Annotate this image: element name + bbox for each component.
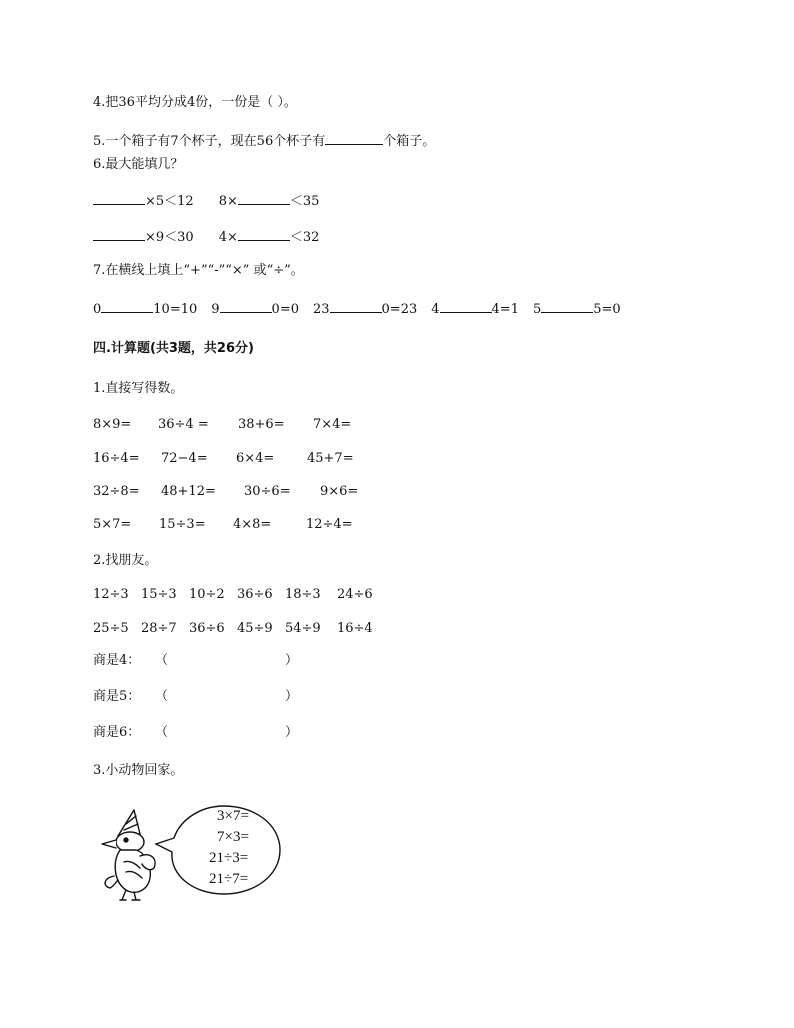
- friend-row: [93, 620, 373, 638]
- quotient-answer: [93, 688, 298, 706]
- calc-row: [93, 483, 358, 501]
- answer-blank[interactable]: [330, 300, 382, 313]
- expr-text: 4: [431, 302, 440, 317]
- bubble-equation: 7×3=: [217, 829, 249, 845]
- friend-item: 36÷6: [237, 587, 273, 602]
- friend-item: 12÷3: [93, 587, 129, 602]
- calc-item: 36÷4 =: [158, 417, 209, 432]
- expr-text: 5: [532, 302, 542, 317]
- friend-item: 15÷3: [141, 587, 177, 602]
- answer-blank[interactable]: [101, 300, 153, 313]
- quotient-label: 商是5：: [93, 689, 141, 704]
- bubble-equation: 21÷7=: [209, 871, 249, 887]
- expr-text: 23: [312, 302, 330, 317]
- paren-open[interactable]: （: [155, 653, 169, 668]
- expr-text: 5=0: [593, 302, 621, 317]
- question-6-row-1: [93, 192, 319, 211]
- question-5-text: 5.一个箱子有7个杯子，现在56个杯子有: [93, 134, 326, 149]
- expr-text: ＜35: [289, 194, 320, 209]
- answer-blank[interactable]: [440, 300, 492, 313]
- answer-blank[interactable]: [238, 192, 290, 205]
- expr-text: 4×: [218, 230, 238, 245]
- answer-blank[interactable]: [541, 300, 593, 313]
- answer-blank[interactable]: [93, 192, 145, 205]
- calc-item: 5×7=: [93, 517, 132, 532]
- expr-text: 0=23: [381, 302, 418, 317]
- calc-item: 7×4=: [313, 417, 352, 432]
- friend-item: 36÷6: [189, 621, 225, 636]
- friend-item: 16÷4: [337, 621, 373, 636]
- friend-row: [93, 586, 373, 604]
- answer-blank[interactable]: [220, 300, 272, 313]
- friend-item: 54÷9: [285, 621, 321, 636]
- answer-blank[interactable]: [238, 228, 290, 241]
- calc-item: 30÷6=: [244, 484, 291, 499]
- question-6-row-2: [93, 228, 319, 247]
- bubble-equation: 3×7=: [217, 808, 249, 824]
- calc-row: [93, 516, 353, 534]
- calc-item: 16÷4=: [93, 451, 140, 466]
- question-4: 4.把36平均分成4份，一份是（ ）。: [93, 95, 297, 110]
- paren-close: ）: [285, 725, 299, 740]
- question-7-title: 7.在横线上填上“+”“-”“×” 或“÷”。: [93, 263, 304, 278]
- calc-2-title: 2.找朋友。: [93, 553, 158, 568]
- expr-text: 8×: [218, 194, 238, 209]
- calc-item: 15÷3=: [159, 517, 206, 532]
- calc-item: 4×8=: [233, 517, 272, 532]
- calc-item: 9×6=: [320, 484, 359, 499]
- friend-item: 10÷2: [189, 587, 225, 602]
- section-heading: 四.计算题(共3题，共26分): [93, 341, 254, 356]
- friend-item: 18÷3: [285, 587, 321, 602]
- question-5-tail: 个箱子。: [383, 134, 436, 149]
- expr-text: 10=10: [153, 302, 198, 317]
- paren-open[interactable]: （: [155, 725, 169, 740]
- quotient-label: 商是6：: [93, 725, 141, 740]
- calc-item: 48+12=: [161, 484, 216, 499]
- paren-close: ）: [285, 653, 299, 668]
- calc-item: 6×4=: [236, 451, 275, 466]
- answer-blank[interactable]: [325, 132, 383, 145]
- quotient-answer: [93, 652, 298, 670]
- question-5: [93, 132, 435, 151]
- calc-item: 45+7=: [307, 451, 354, 466]
- friend-item: 24÷6: [337, 587, 373, 602]
- expr-text: 9: [211, 302, 220, 317]
- expr-text: ＜32: [289, 230, 320, 245]
- quotient-label: 商是4：: [93, 653, 141, 668]
- calc-item: 8×9=: [93, 417, 132, 432]
- calc-1-title: 1.直接写得数。: [93, 381, 184, 396]
- calc-item: 32÷8=: [93, 484, 140, 499]
- calc-row: [93, 450, 354, 468]
- bubble-equation: 21÷3=: [209, 850, 249, 866]
- calc-3-title: 3.小动物回家。: [93, 763, 184, 778]
- expr-text: ×9＜30: [145, 230, 194, 245]
- bubble-equations: [203, 806, 249, 890]
- calc-row: [93, 416, 351, 434]
- question-6-title: 6.最大能填几？: [93, 157, 184, 172]
- friend-item: 28÷7: [141, 621, 177, 636]
- question-7-row: [93, 300, 621, 319]
- paren-open[interactable]: （: [155, 689, 169, 704]
- calc-item: 12÷4=: [306, 517, 353, 532]
- friend-item: 25÷5: [93, 621, 129, 636]
- expr-text: 4=1: [491, 302, 519, 317]
- friend-item: 45÷9: [237, 621, 273, 636]
- expr-text: 0=0: [271, 302, 299, 317]
- calc-item: 72−4=: [161, 451, 208, 466]
- expr-text: ×5＜12: [145, 194, 194, 209]
- quotient-answer: [93, 724, 298, 742]
- calc-item: 38+6=: [238, 417, 285, 432]
- paren-close: ）: [285, 689, 299, 704]
- expr-text: 0: [93, 302, 102, 317]
- answer-blank[interactable]: [93, 228, 145, 241]
